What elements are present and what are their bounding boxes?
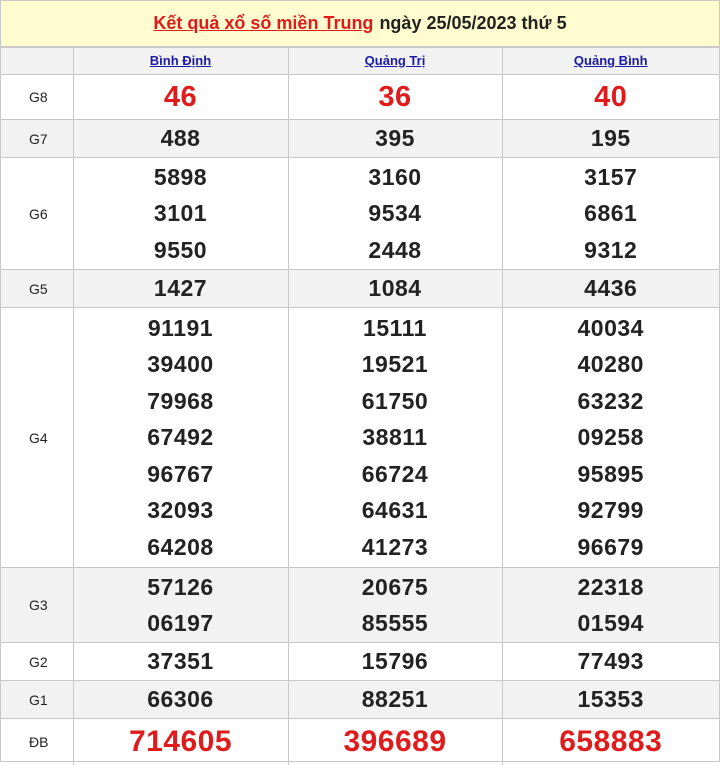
prize-row-g4 xyxy=(1,308,719,568)
province-link-binh-dinh[interactable]: Bình Định xyxy=(149,53,212,68)
prize-cell xyxy=(288,643,502,681)
prize-row-g1 xyxy=(1,681,719,719)
prize-number: 79968 xyxy=(147,387,214,414)
prize-cell xyxy=(502,308,719,568)
prize-number: 5898 xyxy=(153,163,208,190)
prize-number: 395 xyxy=(375,125,415,152)
prize-number: 64208 xyxy=(147,533,214,560)
province-link-quang-tri[interactable]: Quảng Trị xyxy=(364,53,426,68)
header-corner xyxy=(1,48,73,75)
province-link-quang-binh[interactable]: Quảng Bình xyxy=(573,53,648,68)
prize-cell xyxy=(288,75,502,120)
prize-cell xyxy=(502,158,719,270)
prize-cell xyxy=(73,719,288,765)
prize-number: 488 xyxy=(160,125,201,152)
prize-number: 22318 xyxy=(577,573,644,600)
prize-number: 9312 xyxy=(584,236,638,263)
prize-number: 67492 xyxy=(147,424,214,451)
prize-number: 66724 xyxy=(361,460,429,487)
prize-cell xyxy=(288,681,502,719)
prize-cell xyxy=(73,643,288,681)
prize-number: 38811 xyxy=(362,424,428,451)
prize-cell xyxy=(73,158,288,270)
prize-cell xyxy=(502,120,719,158)
prize-number: 06197 xyxy=(147,610,214,636)
prize-label: G1 xyxy=(1,681,73,719)
province-header xyxy=(502,48,719,75)
prize-number: 3160 xyxy=(368,163,422,190)
special-prize-number: 714605 xyxy=(128,724,233,758)
prize-number: 32093 xyxy=(147,497,214,524)
prize-row-g2 xyxy=(1,643,719,681)
prize-label: G5 xyxy=(1,270,73,308)
prize-cell xyxy=(73,681,288,719)
prize-number: 46 xyxy=(163,80,198,113)
prize-number: 96767 xyxy=(147,460,214,487)
prize-label: G7 xyxy=(1,120,73,158)
prize-number: 37351 xyxy=(147,648,214,675)
prize-row-g3 xyxy=(1,568,719,643)
prize-number: 40034 xyxy=(577,314,644,341)
prize-cell xyxy=(502,719,719,765)
prize-number: 41273 xyxy=(361,533,429,560)
special-prize-number: 658883 xyxy=(559,724,663,758)
prize-number: 9534 xyxy=(368,200,422,227)
prize-number: 3101 xyxy=(153,200,208,227)
prize-label: G4 xyxy=(1,308,73,568)
prize-cell xyxy=(288,120,502,158)
special-prize-number: 396689 xyxy=(343,724,447,758)
prize-number: 01594 xyxy=(577,610,644,636)
prize-number: 1427 xyxy=(153,275,208,302)
results-title xyxy=(1,1,719,47)
draw-date: ngày 25/05/2023 thứ 5 xyxy=(379,13,567,33)
prize-cell xyxy=(288,308,502,568)
prize-number: 66306 xyxy=(147,686,214,713)
prize-label: G8 xyxy=(1,75,73,120)
prize-label: G3 xyxy=(1,568,73,643)
prize-number: 195 xyxy=(590,125,631,152)
prize-cell xyxy=(502,75,719,120)
province-header xyxy=(73,48,288,75)
prize-cell xyxy=(73,270,288,308)
prize-row-g6 xyxy=(1,158,719,270)
prize-number: 19521 xyxy=(361,351,429,378)
prize-number: 92799 xyxy=(577,497,644,524)
prize-number: 95895 xyxy=(577,460,644,487)
prize-cell xyxy=(73,568,288,643)
prize-number: 15111 xyxy=(363,314,427,341)
prize-row-g5 xyxy=(1,270,719,308)
prize-number: 09258 xyxy=(577,424,644,451)
prize-number: 36 xyxy=(378,80,412,113)
prize-number: 61750 xyxy=(361,387,429,414)
prize-number: 15353 xyxy=(577,686,644,713)
prize-cell xyxy=(288,719,502,765)
prize-row-g7 xyxy=(1,120,719,158)
prize-cell xyxy=(502,568,719,643)
prize-number: 15796 xyxy=(361,648,429,675)
prize-number: 2448 xyxy=(368,236,422,263)
prize-number: 91191 xyxy=(147,314,214,341)
region-results-link[interactable]: Kết quả xổ số miền Trung xyxy=(153,13,374,33)
prize-cell xyxy=(288,270,502,308)
prize-number: 6861 xyxy=(584,200,638,227)
prize-cell xyxy=(73,308,288,568)
prize-number: 1084 xyxy=(368,275,422,302)
province-header xyxy=(288,48,502,75)
prize-cell xyxy=(502,681,719,719)
prize-number: 40 xyxy=(594,80,628,113)
prize-number: 64631 xyxy=(361,497,429,524)
prize-number: 9550 xyxy=(153,236,208,263)
prize-cell xyxy=(288,158,502,270)
prize-cell xyxy=(73,75,288,120)
prize-number: 39400 xyxy=(147,351,214,378)
prize-cell xyxy=(502,270,719,308)
prize-number: 4436 xyxy=(584,275,638,302)
province-header-row xyxy=(1,48,719,75)
prize-number: 57126 xyxy=(147,573,214,600)
prize-number: 88251 xyxy=(361,686,429,713)
prize-number: 96679 xyxy=(577,533,644,560)
prize-number: 3157 xyxy=(584,163,638,190)
prize-label: G2 xyxy=(1,643,73,681)
prize-number: 77493 xyxy=(577,648,644,675)
prize-label: G6 xyxy=(1,158,73,270)
prize-number: 63232 xyxy=(577,387,644,414)
prize-cell xyxy=(502,643,719,681)
prize-row-g8 xyxy=(1,75,719,120)
prize-row-special xyxy=(1,719,719,765)
prize-cell xyxy=(73,120,288,158)
prize-number: 20675 xyxy=(361,573,429,600)
results-table xyxy=(1,47,719,765)
prize-cell xyxy=(288,568,502,643)
prize-label: ĐB xyxy=(1,719,73,765)
prize-number: 40280 xyxy=(577,351,644,378)
prize-number: 85555 xyxy=(361,610,429,636)
